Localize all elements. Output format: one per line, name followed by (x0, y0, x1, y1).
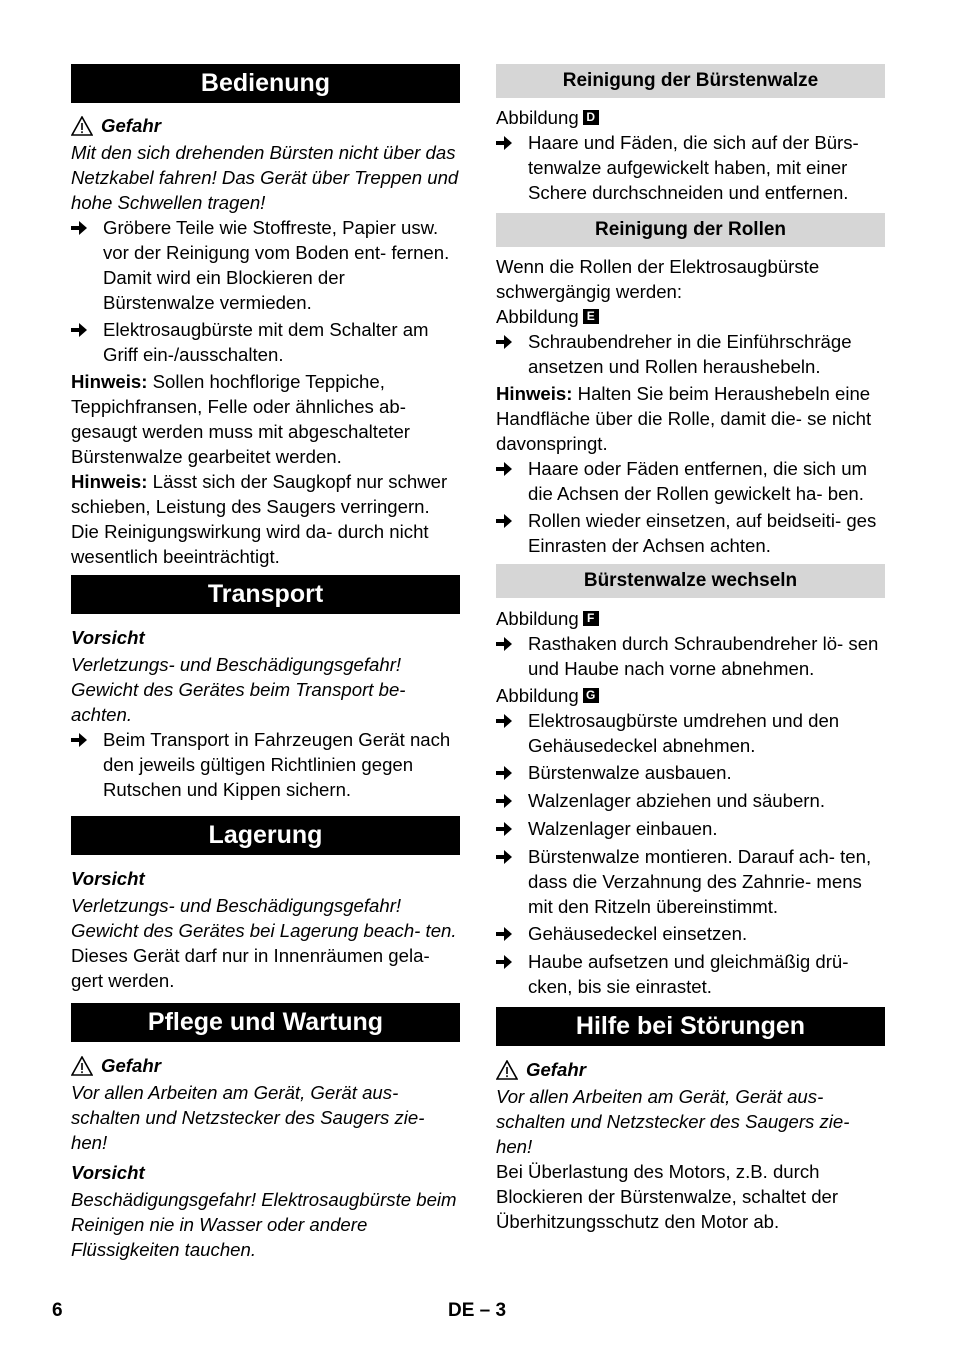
danger-text: Mit den sich drehenden Bürsten nicht über das Netzkabel fahren! Das Gerät über Treppen und hohe Schwellen tragen! (71, 142, 459, 213)
arrow-right-icon (496, 462, 512, 476)
list-item-text: Schraubendreher in die Einführschräge ansetzen und Rollen heraushebeln. (528, 331, 852, 377)
list-item (496, 456, 885, 506)
arrow-right-icon (71, 221, 87, 235)
figure-label: Abbildung (496, 685, 579, 706)
body-text: Wenn die Rollen der Elektrosaugbürste schwergängig werden: (496, 256, 820, 302)
list-item-text: Walzenlager einbauen. (528, 818, 718, 839)
figure-reference (496, 304, 885, 329)
section-heading-transport: Transport (71, 575, 460, 614)
arrow-right-icon (496, 850, 512, 864)
list-item (496, 816, 885, 842)
list-item (496, 844, 885, 919)
list-item-text: Haube aufsetzen und gleichmäßig drü- cken, bis sie einrastet. (528, 951, 849, 997)
list-item-text: Beim Transport in Fahrzeugen Gerät nach den jeweils gültigen Richtlinien gegen Rutschen und Kippen sichern. (103, 729, 451, 800)
note-paragraph (71, 369, 460, 469)
caution-label: Vorsicht (71, 627, 145, 648)
section-heading-pflege: Pflege und Wartung (71, 1003, 460, 1042)
arrow-right-icon (496, 794, 512, 808)
note-label: Hinweis: (496, 383, 573, 404)
warning-triangle-icon (71, 116, 93, 136)
caution-text: Verletzungs- und Beschädigungsgefahr! Gewicht des Gerätes beim Transport be- achten. (71, 654, 406, 725)
figure-label: Abbildung (496, 306, 579, 327)
note-label: Hinweis: (71, 371, 148, 392)
list-item-text: Gröbere Teile wie Stoffreste, Papier usw. vor der Reinigung vom Boden ent- fernen. Damit wird ein Blockieren der Bürstenwalze vermieden. (103, 217, 450, 313)
note-text: Lässt sich der Saugkopf nur schwer schieben, Leistung des Saugers verringern. Die Reinigungswirkung wird da- durch nicht wesentlich beeinträchtigt. (71, 471, 448, 567)
list-item (496, 949, 885, 999)
section-heading-hilfe: Hilfe bei Störungen (496, 1007, 885, 1046)
list-item (71, 215, 460, 315)
list-item-text: Elektrosaugbürste umdrehen und den Gehäusedeckel abnehmen. (528, 710, 840, 756)
list-item-text: Bürstenwalze ausbauen. (528, 762, 732, 783)
figure-letter: D (583, 110, 599, 125)
note-text: Sollen hochflorige Teppiche, Teppichfransen, Felle oder ähnliches ab- gesaugt werden muss mit abgeschalteter Bürstenwalze gearbeitet werden. (71, 371, 410, 467)
note-text: Halten Sie beim Heraushebeln eine Handfläche über die Rolle, damit die- se nicht davonspringt. (496, 383, 872, 454)
list-item-text: Haare und Fäden, die sich auf der Bürs- tenwalze aufgewickelt haben, mit einer Schere durchschneiden und entfernen. (528, 132, 859, 203)
danger-text: Vor allen Arbeiten am Gerät, Gerät aus- schalten und Netzstecker des Saugers zie- hen! (71, 1082, 425, 1153)
danger-label (71, 112, 460, 140)
note-paragraph (71, 469, 460, 569)
danger-text: Vor allen Arbeiten am Gerät, Gerät aus- schalten und Netzstecker des Saugers zie- hen! (496, 1086, 850, 1157)
figure-letter: F (583, 611, 599, 626)
section-heading-buerstenwalze-reinigung: Reinigung der Bürstenwalze (496, 64, 885, 98)
list-item (496, 329, 885, 379)
caution-label: Vorsicht (71, 1162, 145, 1183)
note-label: Hinweis: (71, 471, 148, 492)
danger-label-text: Gefahr (101, 115, 161, 136)
list-item-text: Walzenlager abziehen und säubern. (528, 790, 826, 811)
note-paragraph (496, 381, 885, 456)
list-item-text: Bürstenwalze montieren. Darauf ach- ten, dass die Verzahnung des Zahnrie- mens mit den Ritzeln übereinstimmt. (528, 846, 872, 917)
warning-triangle-icon (71, 1056, 93, 1076)
figure-reference (496, 683, 885, 708)
list-item (496, 508, 885, 558)
list-item (496, 708, 885, 758)
list-item (496, 631, 885, 681)
danger-label-text: Gefahr (526, 1059, 586, 1080)
arrow-right-icon (496, 637, 512, 651)
arrow-right-icon (496, 766, 512, 780)
arrow-right-icon (71, 323, 87, 337)
list-item-text: Rollen wieder einsetzen, auf beidseiti- ges Einrasten der Achsen achten. (528, 510, 877, 556)
list-item-text: Gehäusedeckel einsetzen. (528, 923, 748, 944)
arrow-right-icon (496, 335, 512, 349)
danger-label-text: Gefahr (101, 1055, 161, 1076)
caution-text: Verletzungs- und Beschädigungsgefahr! Gewicht des Gerätes bei Lagerung beach- ten. (71, 895, 457, 941)
body-text: Dieses Gerät darf nur in Innenräumen gela- gert werden. (71, 945, 430, 991)
section-heading-rollen-reinigung: Reinigung der Rollen (496, 213, 885, 247)
list-item-text: Rasthaken durch Schraubendreher lö- sen und Haube nach vorne abnehmen. (528, 633, 879, 679)
list-item (496, 921, 885, 947)
list-item (71, 727, 460, 802)
list-item (496, 760, 885, 786)
section-heading-lagerung: Lagerung (71, 816, 460, 855)
list-item (496, 788, 885, 814)
page-number: 6 (52, 1300, 63, 1321)
figure-reference (496, 105, 885, 130)
danger-label (496, 1056, 885, 1084)
left-column (71, 64, 460, 1262)
list-item (496, 130, 885, 205)
list-item-text: Elektrosaugbürste mit dem Schalter am Griff ein-/ausschalten. (103, 319, 429, 365)
figure-label: Abbildung (496, 608, 579, 629)
arrow-right-icon (496, 927, 512, 941)
warning-triangle-icon (496, 1060, 518, 1080)
right-column (496, 64, 885, 1234)
arrow-right-icon (496, 822, 512, 836)
section-heading-bedienung: Bedienung (71, 64, 460, 103)
arrow-right-icon (496, 136, 512, 150)
figure-letter: G (583, 688, 599, 703)
arrow-right-icon (496, 955, 512, 969)
footer-language-page: DE – 3 (448, 1300, 507, 1321)
figure-letter: E (583, 309, 599, 324)
figure-label: Abbildung (496, 107, 579, 128)
caution-text: Beschädigungsgefahr! Elektrosaugbürste beim Reinigen nie in Wasser oder andere Flüssigkeiten tauchen. (71, 1189, 457, 1260)
section-heading-buerstenwalze-wechseln: Bürstenwalze wechseln (496, 564, 885, 598)
body-text: Bei Überlastung des Motors, z.B. durch Blockieren der Bürstenwalze, schaltet der Überhitzungsschutz den Motor ab. (496, 1161, 839, 1232)
caution-label: Vorsicht (71, 868, 145, 889)
arrow-right-icon (496, 714, 512, 728)
arrow-right-icon (496, 514, 512, 528)
arrow-right-icon (71, 733, 87, 747)
list-item (71, 317, 460, 367)
list-item-text: Haare oder Fäden entfernen, die sich um die Achsen der Rollen gewickelt ha- ben. (528, 458, 868, 504)
figure-reference (496, 606, 885, 631)
danger-label (71, 1052, 460, 1080)
